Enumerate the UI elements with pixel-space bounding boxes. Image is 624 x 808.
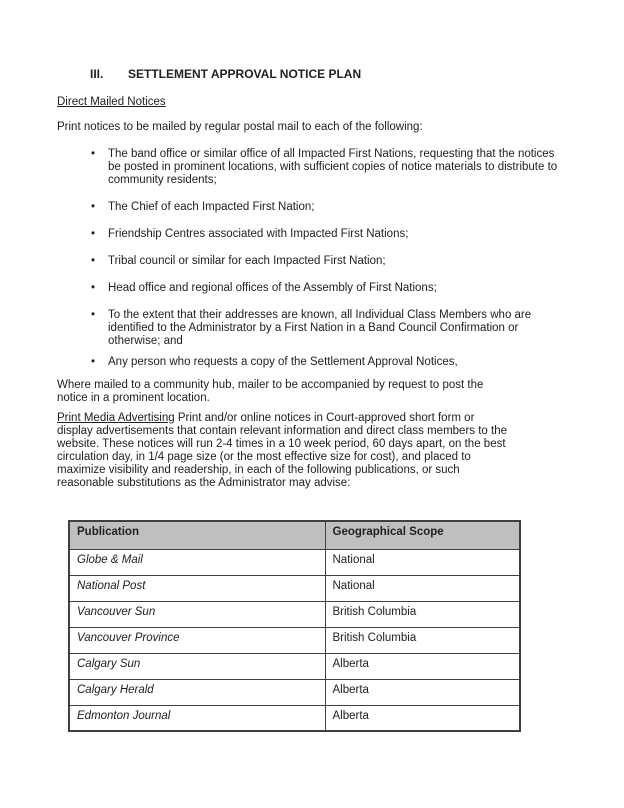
scope-cell: National xyxy=(325,549,520,575)
bullet-item-class-members xyxy=(91,309,565,348)
bullet-icon: • xyxy=(91,255,96,267)
table-header-row xyxy=(69,521,520,549)
section-number: III. xyxy=(90,67,104,81)
section-heading xyxy=(90,68,565,81)
intro-paragraph: Print notices to be mailed by regular postal mail to each of the following: xyxy=(57,121,423,133)
publication-cell: Vancouver Province xyxy=(69,627,325,653)
bullet-icon: • xyxy=(91,201,96,213)
print-media-line1-rest: Print and/or online notices in Court-approved short form or xyxy=(174,412,475,424)
table-row xyxy=(69,549,520,575)
bullet-text: Head office and regional offices of the Assembly of First Nations; xyxy=(108,282,437,294)
publication-cell: Calgary Sun xyxy=(69,653,325,679)
scope-cell: Alberta xyxy=(325,653,520,679)
table-row xyxy=(69,705,520,731)
table-row xyxy=(69,653,520,679)
print-media-first-line xyxy=(57,412,565,425)
bullet-icon: • xyxy=(91,148,96,160)
bullet-icon: • xyxy=(91,309,96,321)
bullet-text: To the extent that their addresses are known, all Individual Class Members who are identified to the Administrator by a First Nation in a Band Council Confirmation or otherwise; and xyxy=(108,309,532,347)
scope-cell: National xyxy=(325,575,520,601)
scope-cell: Alberta xyxy=(325,679,520,705)
publication-cell: Vancouver Sun xyxy=(69,601,325,627)
print-media-remaining-lines: display advertisements that contain relevant information and direct class members to the website. These notices will run 2-4 times in a 10 week period, 60 days apart, on the best circulation day, in 1/4 page size (or the most effective size for cost), and placed to maximize visibility and readership, in each of the following publications, or such reasonable substitutions as the Administrator may advise: xyxy=(57,425,507,489)
bullet-item-assembly-offices xyxy=(91,282,565,295)
bullet-icon: • xyxy=(91,228,96,240)
where-mailed-paragraph: Where mailed to a community hub, mailer to be accompanied by request to post the notice in a prominent location. xyxy=(57,379,484,404)
publications-table xyxy=(68,520,521,732)
bullet-text: Any person who requests a copy of the Settlement Approval Notices, xyxy=(108,356,458,368)
table-header-geographical-scope: Geographical Scope xyxy=(325,521,520,549)
table-row xyxy=(69,627,520,653)
bullet-item-tribal-council xyxy=(91,255,565,268)
bullet-text: Friendship Centres associated with Impacted First Nations; xyxy=(108,228,409,240)
bullet-item-friendship-centres xyxy=(91,228,565,241)
table-header-publication: Publication xyxy=(69,521,325,549)
publication-cell: Edmonton Journal xyxy=(69,705,325,731)
bullet-icon: • xyxy=(91,356,96,368)
scope-cell: British Columbia xyxy=(325,627,520,653)
table-row xyxy=(69,679,520,705)
table-row xyxy=(69,575,520,601)
publication-cell: Calgary Herald xyxy=(69,679,325,705)
bullet-text: The Chief of each Impacted First Nation; xyxy=(108,201,315,213)
bullet-text: Tribal council or similar for each Impacted First Nation; xyxy=(108,255,386,267)
publication-cell: National Post xyxy=(69,575,325,601)
publication-cell: Globe & Mail xyxy=(69,549,325,575)
bullet-item-chief xyxy=(91,201,565,214)
bullet-item-any-person xyxy=(91,356,565,369)
scope-cell: British Columbia xyxy=(325,601,520,627)
print-media-advertising-heading: Print Media Advertising xyxy=(57,412,175,424)
page-title: SETTLEMENT APPROVAL NOTICE PLAN xyxy=(128,67,362,81)
scope-cell: Alberta xyxy=(325,705,520,731)
table-row xyxy=(69,601,520,627)
direct-mail-bullet-list xyxy=(57,148,565,369)
bullet-icon: • xyxy=(91,282,96,294)
print-media-paragraph xyxy=(57,412,565,490)
direct-mailed-notices-heading: Direct Mailed Notices xyxy=(57,96,166,108)
bullet-item-band-office xyxy=(91,148,565,187)
bullet-text: The band office or similar office of all Impacted First Nations, requesting that the notices be posted in prominent locations, with sufficient copies of notice materials to distribute to community residents; xyxy=(108,148,558,186)
